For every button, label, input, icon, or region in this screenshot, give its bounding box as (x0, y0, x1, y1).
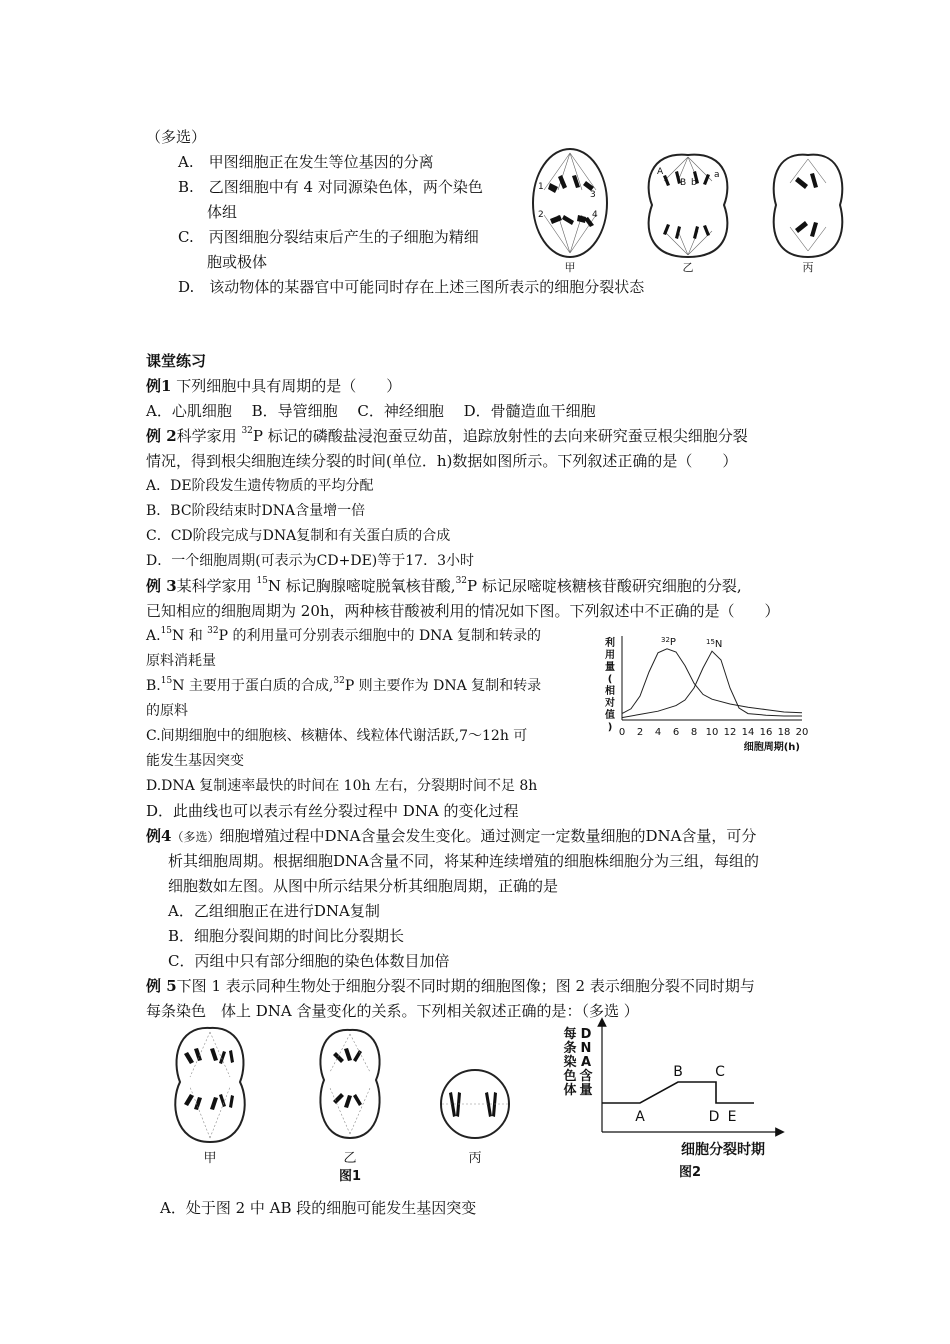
section-heading: 课堂练习 (146, 352, 207, 370)
option-b-cont: 体组 (207, 203, 238, 221)
chrom-label-1: 1 (538, 182, 544, 192)
dna-content-chart (558, 1016, 788, 1182)
fig1-cell-yi-outline (320, 1030, 379, 1138)
x-tick-label: 16 (759, 727, 773, 738)
q3-stem (146, 576, 742, 596)
fig2-y-title-char: 体 (563, 1083, 577, 1098)
fig2-dna-line (602, 1082, 754, 1103)
q4-option-c: C．丙组中只有部分细胞的染色体数目加倍 (168, 952, 450, 970)
cell-jia-outline (533, 149, 607, 257)
fig2-point-label-E: E (727, 1109, 737, 1125)
q1-number: 例1 (146, 377, 172, 395)
q3-option-a: A.$^{15}$N 和 $^{32}$P 的利用量可分别表示细胞中的 DNA 复制和转录的 (146, 626, 541, 644)
q5-number: 例 5 (146, 977, 177, 995)
q3-option-b-cont: 的原料 (146, 703, 188, 719)
q4-option-b: B．细胞分裂间期的时间比分裂期长 (168, 927, 405, 945)
q4-option-a: A．乙组细胞正在进行DNA复制 (168, 902, 380, 920)
q2-option-d: D．一个细胞周期(可表示为CD+DE)等于17．3小时 (146, 553, 474, 569)
fig1-label-bing: 丙 (468, 1151, 482, 1166)
fig2-y-title-char: 染 (563, 1055, 577, 1070)
q2-stem (146, 426, 748, 446)
fig1-cell-jia-outline (175, 1028, 244, 1142)
fig2-y-title-char: 每 (563, 1027, 577, 1042)
series-line-32P (622, 649, 802, 714)
option-b: B. 乙图细胞中有 4 对同源染色体，两个染色 (178, 178, 483, 196)
fig1-cell-images (170, 1022, 550, 1182)
q3-stem-cont: 已知相应的细胞周期为 20h，两种核苷酸被利用的情况如下图。下列叙述中不正确的是（ ） (146, 602, 780, 620)
x-tick-label: 20 (795, 727, 809, 738)
y-axis-title-char: ( (607, 674, 613, 685)
fig2-y-title-char: 条 (563, 1041, 577, 1056)
x-tick-label: 4 (654, 727, 662, 738)
q5-stem-cont: 每条染色 体上 DNA 含量变化的关系。下列相关叙述正确的是：（多选 ） (146, 1002, 639, 1020)
x-tick-label: 10 (705, 727, 719, 738)
fig-label-bing: 丙 (802, 261, 814, 274)
q5-stem (146, 976, 755, 996)
q3-text-c: P 标记尿嘧啶核糖核苷酸研究细胞的分裂, (467, 577, 742, 595)
q4-multi-tag: （多选） (171, 830, 220, 844)
q2-text-b: P 标记的磷酸盐浸泡蚕豆幼苗，追踪放射性的去向来研究蚕豆根尖细胞分裂 (252, 427, 748, 445)
q3-option-d: D.DNA 复制速率最快的时间在 10h 左右，分裂期时间不足 8h (146, 778, 538, 794)
fig2-y-title-char: 含 (579, 1069, 593, 1084)
fig2-point-label-A: A (635, 1109, 645, 1125)
gene-label-b-lower: b (691, 178, 697, 188)
series-label-15N: $^{15}$N (706, 638, 723, 651)
option-c: C. 丙图细胞分裂结束后产生的子细胞为精细 (178, 228, 479, 246)
q2-stem-cont: 情况，得到根尖细胞连续分裂的时间(单位．h)数据如图所示。下列叙述正确的是（ ） (146, 452, 738, 470)
q3-text-a: 某科学家用 (176, 577, 257, 595)
y-axis-title-char: ) (607, 722, 613, 733)
y-axis-title-char: 量 (605, 662, 615, 673)
multi-choice-tag: （多选） (146, 128, 207, 146)
fig2-y-title-char: D (580, 1027, 592, 1042)
q2-number: 例 2 (146, 427, 177, 445)
q2-isotope-sup: 32 (241, 426, 253, 436)
q3-option-c-cont: 能发生基因突变 (146, 753, 244, 769)
y-axis-title-char: 对 (605, 698, 615, 709)
q3-option-e: D．此曲线也可以表示有丝分裂过程中 DNA 的变化过程 (146, 802, 519, 820)
x-tick-label: 12 (723, 727, 737, 738)
x-tick-label: 18 (777, 727, 791, 738)
q1-options: A．心肌细胞 B．导管细胞 C．神经细胞 D．骨髓造血干细胞 (146, 402, 596, 420)
q2-text-a: 科学家用 (176, 427, 242, 445)
q3-option-a-cont: 原料消耗量 (146, 653, 216, 669)
q2-option-c: C．CD阶段完成与DNA复制和有关蛋白质的合成 (146, 528, 451, 544)
fig1-caption: 图1 (338, 1169, 362, 1182)
series-label-32P: $^{32}$P (661, 635, 676, 648)
chrom-label-2: 2 (538, 210, 544, 220)
fig2-point-label-C: C (715, 1064, 725, 1080)
q2-option-b: B．BC阶段结束时DNA含量增一倍 (146, 503, 366, 519)
y-axis-title-char: 利 (605, 638, 615, 649)
fig2-y-title-char: 色 (563, 1069, 577, 1084)
series-line-15N (622, 651, 802, 717)
y-axis-title-char: 值 (605, 710, 615, 721)
y-axis-title-char: 相 (605, 686, 615, 697)
x-tick-label: 14 (741, 727, 755, 738)
q1-text: 下列细胞中具有周期的是（ ） (171, 377, 402, 395)
x-tick-label: 2 (636, 727, 644, 738)
gene-label-a-lower: a (714, 170, 720, 180)
q1-stem (146, 376, 401, 396)
q3-text-b: N 标记胸腺嘧啶脱氧核苷酸, (267, 577, 456, 595)
cell-division-figure (528, 145, 858, 275)
option-a: A. 甲图细胞正在发生等位基因的分离 (178, 153, 434, 171)
q3-option-c: C.间期细胞中的细胞核、核糖体、线粒体代谢活跃,7～12h 可 (146, 728, 528, 744)
q3-sup-32: 32 (455, 576, 468, 586)
q4-stem (146, 826, 756, 847)
option-c-cont: 胞或极体 (207, 253, 268, 271)
isotope-usage-chart (600, 632, 820, 760)
fig2-x-axis-title: 细胞分裂时期 (681, 1142, 765, 1158)
q4-stem-cont2: 细胞数如左图。从图中所示结果分析其细胞周期，正确的是 (168, 877, 559, 895)
q5-text: 下图 1 表示同种生物处于细胞分裂不同时期的细胞图像；图 2 表示细胞分裂不同时期与 (176, 977, 755, 995)
chrom-label-4: 4 (592, 210, 598, 220)
gene-label-b-upper: B (680, 178, 687, 188)
fig1-label-yi: 乙 (343, 1151, 357, 1166)
option-d: D. 该动物体的某器官中可能同时存在上述三图所表示的细胞分裂状态 (178, 278, 645, 296)
x-axis-title: 细胞周期(h) (743, 742, 800, 753)
fig2-y-title-char: A (580, 1055, 592, 1070)
cell-bing-outline (774, 155, 843, 257)
y-axis-title-char: 用 (605, 650, 615, 661)
fig1-label-jia: 甲 (203, 1151, 217, 1166)
fig-label-jia: 甲 (564, 261, 576, 274)
x-tick-label: 0 (618, 727, 626, 738)
chrom-label-3: 3 (590, 190, 596, 200)
gene-label-a-upper: A (657, 167, 664, 177)
q3-sup-15: 15 (256, 576, 268, 586)
q3-option-b: B.$^{15}$N 主要用于蛋白质的合成,$^{32}$P 则主要作为 DNA 复制和转录 (146, 676, 542, 694)
fig2-point-label-D: D (708, 1109, 720, 1125)
x-tick-label: 8 (690, 727, 698, 738)
q4-text: 细胞增殖过程中DNA含量会发生变化。通过测定一定数量细胞的DNA含量，可分 (219, 827, 757, 845)
q4-number: 例4 (146, 827, 172, 845)
fig2-y-title-char: 量 (579, 1083, 593, 1098)
fig2-caption: 图2 (678, 1165, 702, 1180)
q3-number: 例 3 (146, 577, 177, 595)
q2-option-a: A．DE阶段发生遗传物质的平均分配 (146, 478, 374, 494)
q5-option-a: A．处于图 2 中 AB 段的细胞可能发生基因突变 (160, 1199, 477, 1217)
fig-label-yi: 乙 (682, 261, 694, 274)
q4-stem-cont1: 析其细胞周期。根据细胞DNA含量不同，将某种连续增殖的细胞株细胞分为三组，每组的 (168, 852, 759, 870)
fig2-y-title-char: N (580, 1041, 592, 1056)
x-tick-label: 6 (672, 727, 680, 738)
fig2-point-label-B: B (673, 1064, 683, 1080)
